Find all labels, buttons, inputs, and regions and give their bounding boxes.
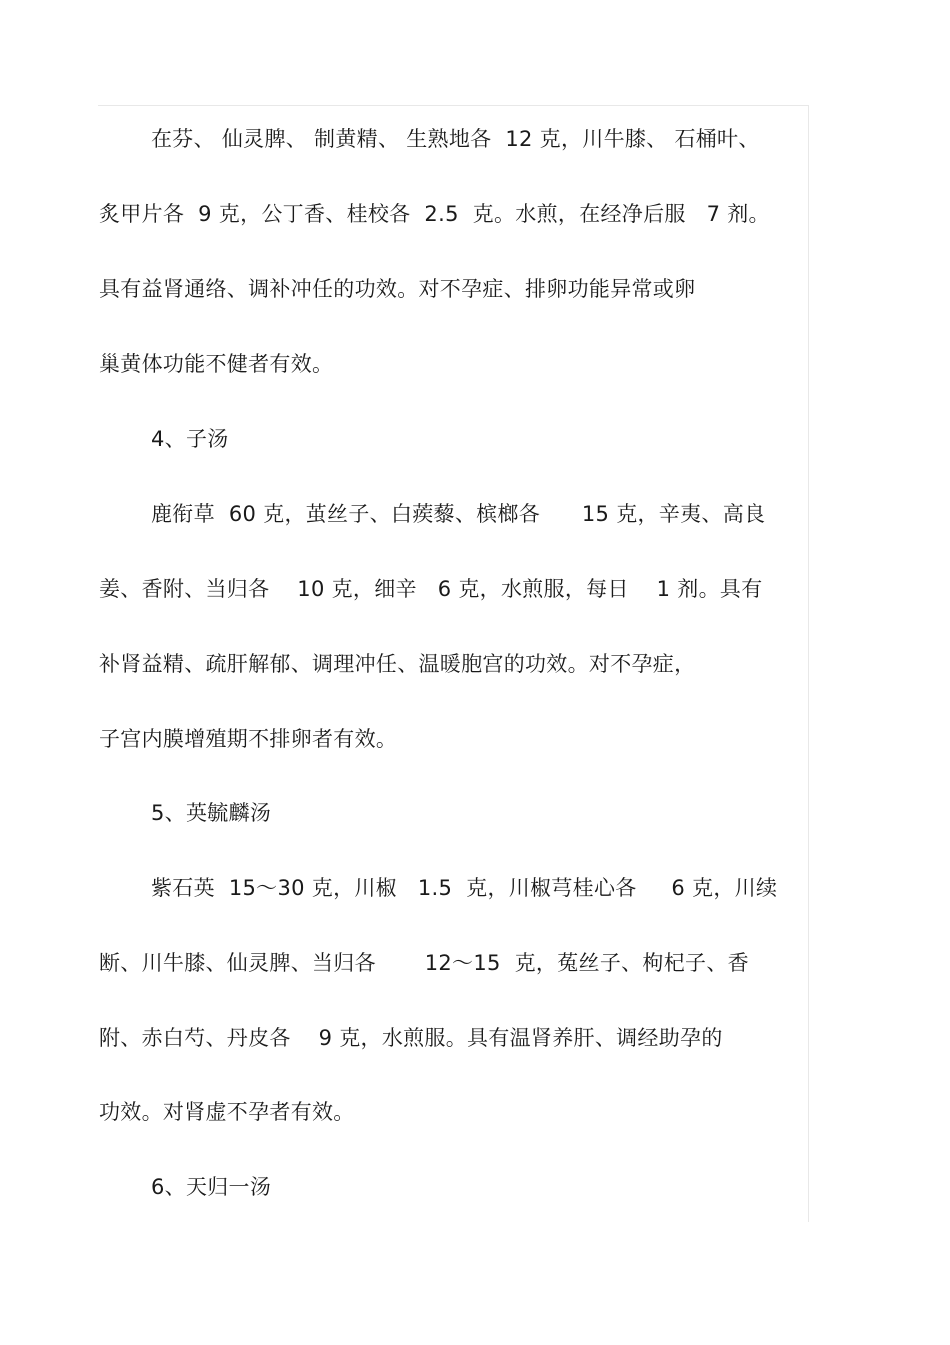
paragraph-3-line-2: 断、川牛膝、仙灵脾、当归各 12～15 克，菟丝子、枸杞子、香 [99,951,749,975]
paragraph-2-line-4: 子宫内膜增殖期不排卵者有效。 [99,727,398,751]
paragraph-2-line-1: 鹿衔草 60 克，茧丝子、白蒺藜、槟榔各 15 克，辛夷、高良 [151,502,766,526]
paragraph-3-line-4: 功效。对肾虚不孕者有效。 [99,1100,355,1124]
paragraph-2-line-2: 姜、香附、当归各 10 克，细辛 6 克，水煎服，每日 1 剂。具有 [99,577,763,601]
section-heading-5: 5、英毓麟汤 [151,801,272,825]
paragraph-2-line-3: 补肾益精、疏肝解郁、调理冲任、温暖胞宫的功效。对不孕症， [99,652,696,676]
paragraph-1-line-1: 在芬、 仙灵脾、 制黄精、 生熟地各 12 克，川牛膝、 石桶叶、 [151,127,760,151]
paragraph-3-line-1: 紫石英 15～30 克，川椒 1.5 克，川椒芎桂心各 6 克，川续 [151,876,778,900]
paragraph-3-line-3: 附、赤白芍、丹皮各 9 克，水煎服。具有温肾养肝、调经助孕的 [99,1026,723,1050]
section-heading-6: 6、天归一汤 [151,1175,272,1199]
paragraph-1-line-4: 巢黄体功能不健者有效。 [99,352,334,376]
section-heading-4: 4、子汤 [151,427,229,451]
paragraph-1-line-2: 炙甲片各 9 克，公丁香、桂校各 2.5 克。水煎，在经净后服 7 剂。 [99,202,770,226]
paragraph-1-line-3: 具有益肾通络、调补冲任的功效。对不孕症、排卵功能异常或卵 [99,277,696,301]
